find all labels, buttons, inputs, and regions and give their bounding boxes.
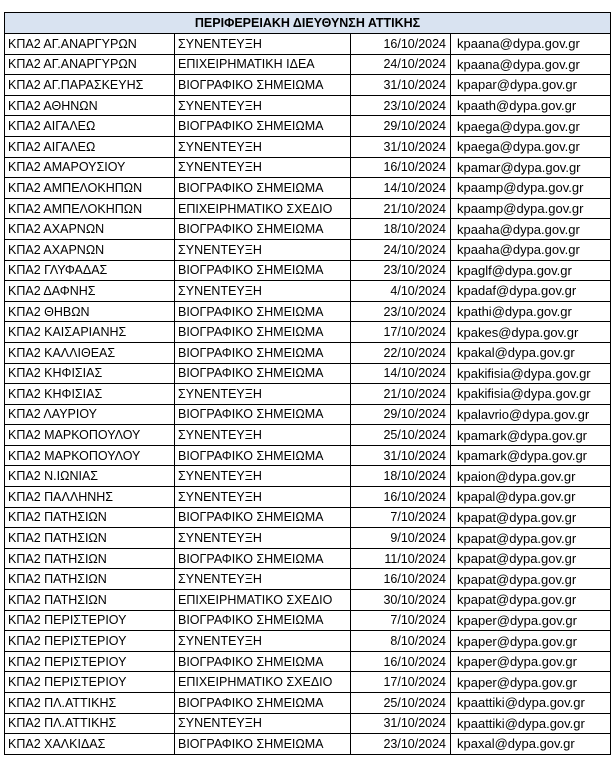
table-row bbox=[5, 342, 611, 363]
office-cell: ΚΠΑ2 ΑΜΠΕΛΟΚΗΠΩΝ bbox=[5, 178, 175, 199]
session-type-cell: ΣΥΝΕΝΤΕΥΞΗ bbox=[175, 487, 351, 508]
table-row bbox=[5, 198, 611, 219]
email-cell: kpaper@dypa.gov.gr bbox=[451, 651, 611, 672]
date-cell: 31/10/2024 bbox=[351, 136, 451, 157]
session-type-cell: ΣΥΝΕΝΤΕΥΞΗ bbox=[175, 95, 351, 116]
office-cell: ΚΠΑ2 ΚΑΛΛΙΘΕΑΣ bbox=[5, 342, 175, 363]
email-cell: kpapat@dypa.gov.gr bbox=[451, 548, 611, 569]
office-cell: ΚΠΑ2 ΚΑΙΣΑΡΙΑΝΗΣ bbox=[5, 322, 175, 343]
email-cell: kpalavrio@dypa.gov.gr bbox=[451, 404, 611, 425]
session-type-cell: ΒΙΟΓΡΑΦΙΚΟ ΣΗΜΕΙΩΜΑ bbox=[175, 116, 351, 137]
date-cell: 25/10/2024 bbox=[351, 693, 451, 714]
date-cell: 18/10/2024 bbox=[351, 219, 451, 240]
date-cell: 9/10/2024 bbox=[351, 528, 451, 549]
session-type-cell: ΕΠΙΧΕΙΡΗΜΑΤΙΚΟ ΣΧΕΔΙΟ bbox=[175, 198, 351, 219]
date-cell: 16/10/2024 bbox=[351, 651, 451, 672]
email-cell: kpakal@dypa.gov.gr bbox=[451, 342, 611, 363]
session-type-cell: ΒΙΟΓΡΑΦΙΚΟ ΣΗΜΕΙΩΜΑ bbox=[175, 322, 351, 343]
office-cell: ΚΠΑ2 ΠΕΡΙΣΤΕΡΙΟΥ bbox=[5, 672, 175, 693]
session-type-cell: ΣΥΝΕΝΤΕΥΞΗ bbox=[175, 157, 351, 178]
date-cell: 16/10/2024 bbox=[351, 34, 451, 55]
session-type-cell: ΣΥΝΕΝΤΕΥΞΗ bbox=[175, 466, 351, 487]
date-cell: 25/10/2024 bbox=[351, 425, 451, 446]
table-row bbox=[5, 322, 611, 343]
email-cell: kpaamp@dypa.gov.gr bbox=[451, 178, 611, 199]
session-type-cell: ΒΙΟΓΡΑΦΙΚΟ ΣΗΜΕΙΩΜΑ bbox=[175, 693, 351, 714]
table-row bbox=[5, 425, 611, 446]
email-cell: kpaion@dypa.gov.gr bbox=[451, 466, 611, 487]
email-cell: kpaaha@dypa.gov.gr bbox=[451, 239, 611, 260]
email-cell: kpaglf@dypa.gov.gr bbox=[451, 260, 611, 281]
office-cell: ΚΠΑ2 Ν.ΙΩΝΙΑΣ bbox=[5, 466, 175, 487]
email-cell: kpadaf@dypa.gov.gr bbox=[451, 281, 611, 302]
table-row bbox=[5, 610, 611, 631]
table-row bbox=[5, 219, 611, 240]
table-row bbox=[5, 507, 611, 528]
office-cell: ΚΠΑ2 ΑΓ.ΑΝΑΡΓΥΡΩΝ bbox=[5, 34, 175, 55]
table-title: ΠΕΡΙΦΕΡΕΙΑΚΗ ΔΙΕΥΘΥΝΣΗ ΑΤΤΙΚΗΣ bbox=[5, 13, 611, 34]
office-cell: ΚΠΑ2 ΠΕΡΙΣΤΕΡΙΟΥ bbox=[5, 631, 175, 652]
table-row bbox=[5, 34, 611, 55]
date-cell: 24/10/2024 bbox=[351, 54, 451, 75]
date-cell: 16/10/2024 bbox=[351, 487, 451, 508]
session-type-cell: ΣΥΝΕΝΤΕΥΞΗ bbox=[175, 569, 351, 590]
email-cell: kpamark@dypa.gov.gr bbox=[451, 425, 611, 446]
table-row bbox=[5, 301, 611, 322]
date-cell: 16/10/2024 bbox=[351, 569, 451, 590]
office-cell: ΚΠΑ2 ΑΜΠΕΛΟΚΗΠΩΝ bbox=[5, 198, 175, 219]
office-cell: ΚΠΑ2 ΠΛ.ΑΤΤΙΚΗΣ bbox=[5, 713, 175, 734]
office-cell: ΚΠΑ2 ΜΑΡΚΟΠΟΥΛΟΥ bbox=[5, 425, 175, 446]
date-cell: 31/10/2024 bbox=[351, 445, 451, 466]
email-cell: kpakifisia@dypa.gov.gr bbox=[451, 384, 611, 405]
date-cell: 22/10/2024 bbox=[351, 342, 451, 363]
office-cell: ΚΠΑ2 ΛΑΥΡΙΟΥ bbox=[5, 404, 175, 425]
office-cell: ΚΠΑ2 ΔΑΦΝΗΣ bbox=[5, 281, 175, 302]
email-cell: kpakes@dypa.gov.gr bbox=[451, 322, 611, 343]
table-row bbox=[5, 363, 611, 384]
office-cell: ΚΠΑ2 ΑΘΗΝΩΝ bbox=[5, 95, 175, 116]
email-cell: kpaega@dypa.gov.gr bbox=[451, 116, 611, 137]
table-row bbox=[5, 178, 611, 199]
session-type-cell: ΒΙΟΓΡΑΦΙΚΟ ΣΗΜΕΙΩΜΑ bbox=[175, 404, 351, 425]
office-cell: ΚΠΑ2 ΠΕΡΙΣΤΕΡΙΟΥ bbox=[5, 651, 175, 672]
date-cell: 31/10/2024 bbox=[351, 75, 451, 96]
email-cell: kpamar@dypa.gov.gr bbox=[451, 157, 611, 178]
office-cell: ΚΠΑ2 ΠΑΤΗΣΙΩΝ bbox=[5, 548, 175, 569]
date-cell: 11/10/2024 bbox=[351, 548, 451, 569]
office-cell: ΚΠΑ2 ΚΗΦΙΣΙΑΣ bbox=[5, 363, 175, 384]
email-cell: kpaaha@dypa.gov.gr bbox=[451, 219, 611, 240]
email-cell: kpaper@dypa.gov.gr bbox=[451, 672, 611, 693]
session-type-cell: ΣΥΝΕΝΤΕΥΞΗ bbox=[175, 528, 351, 549]
title-row bbox=[5, 13, 611, 34]
session-type-cell: ΣΥΝΕΝΤΕΥΞΗ bbox=[175, 631, 351, 652]
date-cell: 14/10/2024 bbox=[351, 178, 451, 199]
table-row bbox=[5, 631, 611, 652]
date-cell: 23/10/2024 bbox=[351, 95, 451, 116]
session-type-cell: ΣΥΝΕΝΤΕΥΞΗ bbox=[175, 425, 351, 446]
table-row bbox=[5, 651, 611, 672]
email-cell: kpaana@dypa.gov.gr bbox=[451, 54, 611, 75]
table-row bbox=[5, 693, 611, 714]
session-type-cell: ΒΙΟΓΡΑΦΙΚΟ ΣΗΜΕΙΩΜΑ bbox=[175, 610, 351, 631]
date-cell: 18/10/2024 bbox=[351, 466, 451, 487]
session-type-cell: ΕΠΙΧΕΙΡΗΜΑΤΙΚΟ ΣΧΕΔΙΟ bbox=[175, 672, 351, 693]
email-cell: kpapat@dypa.gov.gr bbox=[451, 507, 611, 528]
table-row bbox=[5, 239, 611, 260]
table-row bbox=[5, 713, 611, 734]
office-cell: ΚΠΑ2 ΜΑΡΚΟΠΟΥΛΟΥ bbox=[5, 445, 175, 466]
date-cell: 24/10/2024 bbox=[351, 239, 451, 260]
session-type-cell: ΣΥΝΕΝΤΕΥΞΗ bbox=[175, 239, 351, 260]
date-cell: 7/10/2024 bbox=[351, 610, 451, 631]
table-row bbox=[5, 590, 611, 611]
email-cell: kpapat@dypa.gov.gr bbox=[451, 590, 611, 611]
table-row bbox=[5, 404, 611, 425]
table-row bbox=[5, 672, 611, 693]
session-type-cell: ΒΙΟΓΡΑΦΙΚΟ ΣΗΜΕΙΩΜΑ bbox=[175, 219, 351, 240]
session-type-cell: ΒΙΟΓΡΑΦΙΚΟ ΣΗΜΕΙΩΜΑ bbox=[175, 734, 351, 755]
date-cell: 23/10/2024 bbox=[351, 734, 451, 755]
email-cell: kpapat@dypa.gov.gr bbox=[451, 528, 611, 549]
office-cell: ΚΠΑ2 ΑΓ.ΠΑΡΑΣΚΕΥΗΣ bbox=[5, 75, 175, 96]
date-cell: 29/10/2024 bbox=[351, 404, 451, 425]
email-cell: kpakifisia@dypa.gov.gr bbox=[451, 363, 611, 384]
spreadsheet bbox=[4, 12, 610, 755]
session-type-cell: ΕΠΙΧΕΙΡΗΜΑΤΙΚΟ ΣΧΕΔΙΟ bbox=[175, 590, 351, 611]
email-cell: kpaattiki@dypa.gov.gr bbox=[451, 693, 611, 714]
office-cell: ΚΠΑ2 ΠΑΛΛΗΝΗΣ bbox=[5, 487, 175, 508]
table-row bbox=[5, 548, 611, 569]
session-type-cell: ΒΙΟΓΡΑΦΙΚΟ ΣΗΜΕΙΩΜΑ bbox=[175, 178, 351, 199]
table-body bbox=[5, 34, 611, 755]
schedule-table bbox=[4, 12, 611, 755]
table-row bbox=[5, 528, 611, 549]
date-cell: 17/10/2024 bbox=[351, 322, 451, 343]
date-cell: 31/10/2024 bbox=[351, 713, 451, 734]
table-row bbox=[5, 445, 611, 466]
session-type-cell: ΣΥΝΕΝΤΕΥΞΗ bbox=[175, 34, 351, 55]
office-cell: ΚΠΑ2 ΠΑΤΗΣΙΩΝ bbox=[5, 590, 175, 611]
table-row bbox=[5, 75, 611, 96]
date-cell: 30/10/2024 bbox=[351, 590, 451, 611]
table-row bbox=[5, 281, 611, 302]
email-cell: kpapat@dypa.gov.gr bbox=[451, 569, 611, 590]
table-row bbox=[5, 260, 611, 281]
table-row bbox=[5, 116, 611, 137]
email-cell: kpaega@dypa.gov.gr bbox=[451, 136, 611, 157]
office-cell: ΚΠΑ2 ΚΗΦΙΣΙΑΣ bbox=[5, 384, 175, 405]
table-row bbox=[5, 136, 611, 157]
office-cell: ΚΠΑ2 ΑΓ.ΑΝΑΡΓΥΡΩΝ bbox=[5, 54, 175, 75]
table-row bbox=[5, 487, 611, 508]
session-type-cell: ΣΥΝΕΝΤΕΥΞΗ bbox=[175, 281, 351, 302]
table-row bbox=[5, 54, 611, 75]
email-cell: kpaattiki@dypa.gov.gr bbox=[451, 713, 611, 734]
session-type-cell: ΒΙΟΓΡΑΦΙΚΟ ΣΗΜΕΙΩΜΑ bbox=[175, 651, 351, 672]
email-cell: kpapal@dypa.gov.gr bbox=[451, 487, 611, 508]
session-type-cell: ΒΙΟΓΡΑΦΙΚΟ ΣΗΜΕΙΩΜΑ bbox=[175, 342, 351, 363]
session-type-cell: ΒΙΟΓΡΑΦΙΚΟ ΣΗΜΕΙΩΜΑ bbox=[175, 548, 351, 569]
office-cell: ΚΠΑ2 ΑΙΓΑΛΕΩ bbox=[5, 116, 175, 137]
table-row bbox=[5, 466, 611, 487]
office-cell: ΚΠΑ2 ΠΕΡΙΣΤΕΡΙΟΥ bbox=[5, 610, 175, 631]
date-cell: 23/10/2024 bbox=[351, 260, 451, 281]
session-type-cell: ΒΙΟΓΡΑΦΙΚΟ ΣΗΜΕΙΩΜΑ bbox=[175, 260, 351, 281]
table-row bbox=[5, 569, 611, 590]
table-row bbox=[5, 95, 611, 116]
session-type-cell: ΣΥΝΕΝΤΕΥΞΗ bbox=[175, 384, 351, 405]
email-cell: kpaper@dypa.gov.gr bbox=[451, 631, 611, 652]
table-row bbox=[5, 157, 611, 178]
office-cell: ΚΠΑ2 ΑΜΑΡΟΥΣΙΟΥ bbox=[5, 157, 175, 178]
office-cell: ΚΠΑ2 ΑΧΑΡΝΩΝ bbox=[5, 239, 175, 260]
office-cell: ΚΠΑ2 ΧΑΛΚΙΔΑΣ bbox=[5, 734, 175, 755]
email-cell: kpathi@dypa.gov.gr bbox=[451, 301, 611, 322]
email-cell: kpaana@dypa.gov.gr bbox=[451, 34, 611, 55]
email-cell: kpapar@dypa.gov.gr bbox=[451, 75, 611, 96]
table-row bbox=[5, 734, 611, 755]
email-cell: kpaxal@dypa.gov.gr bbox=[451, 734, 611, 755]
session-type-cell: ΒΙΟΓΡΑΦΙΚΟ ΣΗΜΕΙΩΜΑ bbox=[175, 75, 351, 96]
office-cell: ΚΠΑ2 ΠΛ.ΑΤΤΙΚΗΣ bbox=[5, 693, 175, 714]
date-cell: 7/10/2024 bbox=[351, 507, 451, 528]
date-cell: 17/10/2024 bbox=[351, 672, 451, 693]
email-cell: kpaper@dypa.gov.gr bbox=[451, 610, 611, 631]
date-cell: 8/10/2024 bbox=[351, 631, 451, 652]
session-type-cell: ΒΙΟΓΡΑΦΙΚΟ ΣΗΜΕΙΩΜΑ bbox=[175, 301, 351, 322]
session-type-cell: ΕΠΙΧΕΙΡΗΜΑΤΙΚΗ ΙΔΕΑ bbox=[175, 54, 351, 75]
date-cell: 14/10/2024 bbox=[351, 363, 451, 384]
office-cell: ΚΠΑ2 ΠΑΤΗΣΙΩΝ bbox=[5, 569, 175, 590]
office-cell: ΚΠΑ2 ΠΑΤΗΣΙΩΝ bbox=[5, 528, 175, 549]
session-type-cell: ΒΙΟΓΡΑΦΙΚΟ ΣΗΜΕΙΩΜΑ bbox=[175, 363, 351, 384]
email-cell: kpaath@dypa.gov.gr bbox=[451, 95, 611, 116]
office-cell: ΚΠΑ2 ΑΙΓΑΛΕΩ bbox=[5, 136, 175, 157]
date-cell: 4/10/2024 bbox=[351, 281, 451, 302]
email-cell: kpamark@dypa.gov.gr bbox=[451, 445, 611, 466]
office-cell: ΚΠΑ2 ΓΛΥΦΑΔΑΣ bbox=[5, 260, 175, 281]
table-row bbox=[5, 384, 611, 405]
session-type-cell: ΒΙΟΓΡΑΦΙΚΟ ΣΗΜΕΙΩΜΑ bbox=[175, 445, 351, 466]
date-cell: 29/10/2024 bbox=[351, 116, 451, 137]
date-cell: 21/10/2024 bbox=[351, 384, 451, 405]
email-cell: kpaamp@dypa.gov.gr bbox=[451, 198, 611, 219]
session-type-cell: ΣΥΝΕΝΤΕΥΞΗ bbox=[175, 713, 351, 734]
date-cell: 16/10/2024 bbox=[351, 157, 451, 178]
office-cell: ΚΠΑ2 ΘΗΒΩΝ bbox=[5, 301, 175, 322]
date-cell: 23/10/2024 bbox=[351, 301, 451, 322]
session-type-cell: ΒΙΟΓΡΑΦΙΚΟ ΣΗΜΕΙΩΜΑ bbox=[175, 507, 351, 528]
office-cell: ΚΠΑ2 ΑΧΑΡΝΩΝ bbox=[5, 219, 175, 240]
office-cell: ΚΠΑ2 ΠΑΤΗΣΙΩΝ bbox=[5, 507, 175, 528]
date-cell: 21/10/2024 bbox=[351, 198, 451, 219]
session-type-cell: ΣΥΝΕΝΤΕΥΞΗ bbox=[175, 136, 351, 157]
